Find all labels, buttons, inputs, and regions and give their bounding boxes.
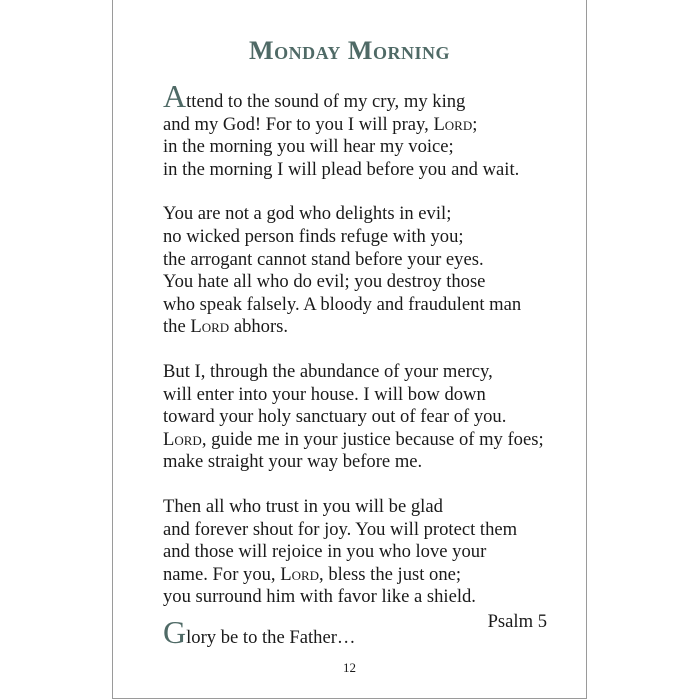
verse-line: and those will rejoice in you who love your bbox=[163, 541, 487, 563]
drop-cap: G bbox=[163, 614, 187, 650]
verse-line: the arrogant cannot stand before your eyes. bbox=[163, 248, 484, 270]
verse-line: Attend to the sound of my cry, my king bbox=[163, 78, 466, 114]
verse-line: the Lord abhors. bbox=[163, 316, 289, 338]
verse-line: who speak falsely. A bloody and fraudulent man bbox=[163, 293, 522, 315]
lord-small-caps: Lord bbox=[280, 563, 320, 585]
verse-line: Lord, guide me in your justice because of my foes; bbox=[163, 428, 544, 450]
verse-line: no wicked person finds refuge with you; bbox=[163, 225, 464, 247]
verse-line: toward your holy sanctuary out of fear of you. bbox=[163, 406, 507, 428]
scripture-citation: Psalm 5 bbox=[487, 610, 547, 632]
verse-line: in the morning I will plead before you and wait. bbox=[163, 158, 520, 180]
lord-small-caps: Lord bbox=[433, 113, 473, 135]
verse-line: you surround him with favor like a shield. bbox=[163, 586, 476, 608]
lord-small-caps: Lord bbox=[163, 428, 202, 450]
stanza-3 bbox=[163, 361, 553, 474]
psalm-text bbox=[163, 78, 553, 633]
verse-line: Then all who trust in you will be glad bbox=[163, 495, 443, 517]
verse-line: But I, through the abundance of your mercy, bbox=[163, 360, 493, 382]
stanza-2 bbox=[163, 203, 553, 339]
page-title: Monday Morning bbox=[249, 36, 450, 65]
closing-prayer: Glory be to the Father… bbox=[163, 614, 356, 650]
verse-line: make straight your way before me. bbox=[163, 451, 423, 473]
verse-line: name. For you, Lord, bless the just one; bbox=[163, 563, 462, 585]
verse-line: and my God! For to you I will pray, Lord; bbox=[163, 113, 478, 135]
verse-line: in the morning you will hear my voice; bbox=[163, 136, 454, 158]
verse-line: will enter into your house. I will bow down bbox=[163, 383, 486, 405]
stanza-4 bbox=[163, 496, 553, 634]
page-number: 12 bbox=[343, 660, 356, 675]
lord-small-caps: Lord bbox=[190, 316, 230, 338]
verse-line: and forever shout for joy. You will protect them bbox=[163, 518, 518, 540]
verse-line: You hate all who do evil; you destroy those bbox=[163, 271, 486, 293]
drop-cap: A bbox=[163, 78, 187, 114]
verse-line: You are not a god who delights in evil; bbox=[163, 203, 452, 225]
stanza-1 bbox=[163, 78, 553, 181]
book-page bbox=[112, 0, 587, 699]
